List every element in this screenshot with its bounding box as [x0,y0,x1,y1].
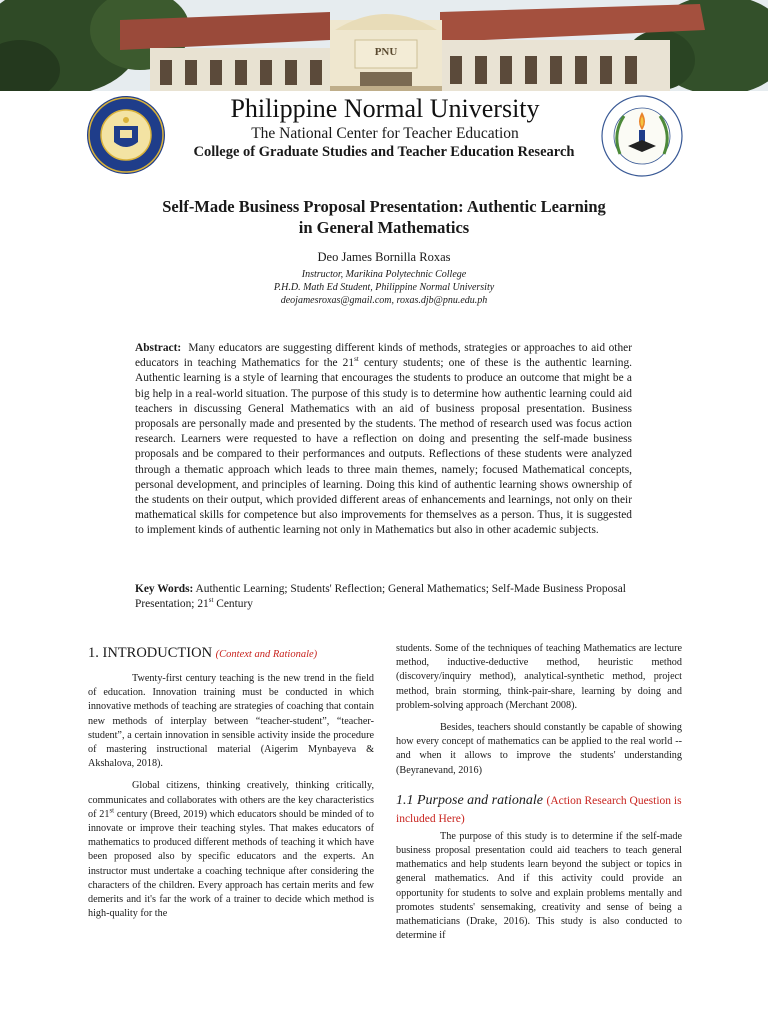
university-name: Philippine Normal University [230,94,540,123]
paper-title [120,196,648,238]
pnu-seal-logo [84,94,168,176]
right-column [396,642,682,943]
keywords-text-start: Authentic Learning; Students' Reflection; General Mathematics; Self-Made Business Proposal Presentation; 21 [135,583,626,611]
keywords [135,582,632,612]
keywords-label: Key Words: [135,583,194,595]
introduction-heading-text: 1. INTRODUCTION [88,645,213,661]
university-subtitle: The National Center for Teacher Education [251,125,519,142]
author-emails: deojamesroxas@gmail.com, roxas.djb@pnu.edu.ph [280,295,488,306]
keywords-superscript: st [208,596,214,605]
abstract-text-rest: century students; one of these is the authentic learning. Authentic learning is a style of learning that encourages the students to produce an outcome that might be a big help in a real-world situation. The purpose of this study is to determine how authentic learning could aid teachers in discussing General Mathematics with an aid of business proposal presentation. Business proposals are personally made and presented by the students. The method of research used was focus action research. Learners were requested to have a reflection on doing and presenting the self-made business proposals and be compared to their performances and outputs. Reflections of these students were analyzed through a thematic approach which leads to three main themes, namely; focused Mathematical concepts, personal development, and principles of learning. Doing this kind of authentic learning shows ownership of the students on their output, which provided different areas of enhancements and learnings, not only on their mathematical skills for competence but also improvements for themselves as a person. Thus, it is suggested to implement kinds of authentic learning not only in Mathematics but also in other academic subjects. [135,357,632,537]
header-banner-photo [0,0,768,91]
abstract-label: Abstract: [135,342,182,354]
intro-paragraph-2-rest: century (Breed, 2019) which educators should be minded of to innovate or improve their teaching styles. That makes educators of mathematics to produced different methods of teaching it which have been proposed also by specific educators and the experts. An instructor must undertake a coaching technique after considering the characters of the children. Every approach has certain merits and few demerits and it's far the work of a trainer to decide which method is high-quality for the [88,808,374,920]
purpose-heading [396,792,682,828]
introduction-heading [88,644,374,664]
intro-paragraph-2-superscript: st [109,806,115,815]
intro-paragraph-1: Twenty-first century teaching is the new trend in the field of education. Innovation training must be conducted in which innovative methods of teaching are strategies of coaching that contain new methods of interplay between “teacher-student”, “teacher-student”, a certain innovation in sensible activity inside the procedure of mastering instructional material (Aigerim Mynbayeva & Akshalova, 2018). [88,673,374,770]
introduction-heading-note: (Context and Rationale) [215,649,318,660]
author-name: Deo James Bornilla Roxas [317,250,451,264]
intro-paragraph-2-start: Global citizens, thinking creatively, thinking critically, communicates and collaborates with others are the key characteristics of 21 [88,780,374,820]
intro-paragraph-3: students. Some of the techniques of teaching Mathematics are lecture method, inductive-deductive method, heuristic method (discovery/inquiry method), analytical-synthetic method, project method, brain storming, think-pair-share, learning by doing and problem-solving approach (Merchant 2008). [396,643,682,711]
left-column [88,644,374,921]
affiliation-student: P.H.D. Math Ed Student, Philippine Normal University [273,282,495,293]
college-graduate-studies-logo [600,94,684,178]
keywords-text-rest: Century [213,598,253,611]
abstract-text-start: Many educators are suggesting different kinds of methods, strategies or approaches to aid other educators in teaching Mathematics for the 21 [135,342,632,370]
intro-paragraph-4: Besides, teachers should constantly be capable of showing how every concept of mathematics can be applied to the real world -- and when it allows to improve the students' understanding (Beyranevand, 2016) [396,722,682,776]
intro-paragraph-2 [88,779,374,921]
college-name: College of Graduate Studies and Teacher Education Research [193,144,575,160]
abstract [135,341,632,539]
affiliation-instructor: Instructor, Marikina Polytechnic College [301,269,467,280]
purpose-heading-text: 1.1 Purpose and rationale [396,792,543,808]
abstract-superscript: st [354,355,359,364]
paper-title-line-2: in General Mathematics [298,218,470,237]
paper-title-line-1: Self-Made Business Proposal Presentation: Authentic Learning [162,197,606,216]
purpose-heading-note: (Action Research Question is included Here) [396,794,682,825]
purpose-paragraph-1: The purpose of this study is to determine if the self-made business proposal presentation could aid teachers to teach general mathematics and help students learn beyond the subject or topics in general mathematics. And if this activity could provide an opportunity for students to solve and explain problems mentally and promotes students' sensemaking, creativity and sense of being a mathematicians (Drake, 2016). This study is also conducted to determine if [396,830,682,942]
building-sign: PNU [374,46,398,58]
